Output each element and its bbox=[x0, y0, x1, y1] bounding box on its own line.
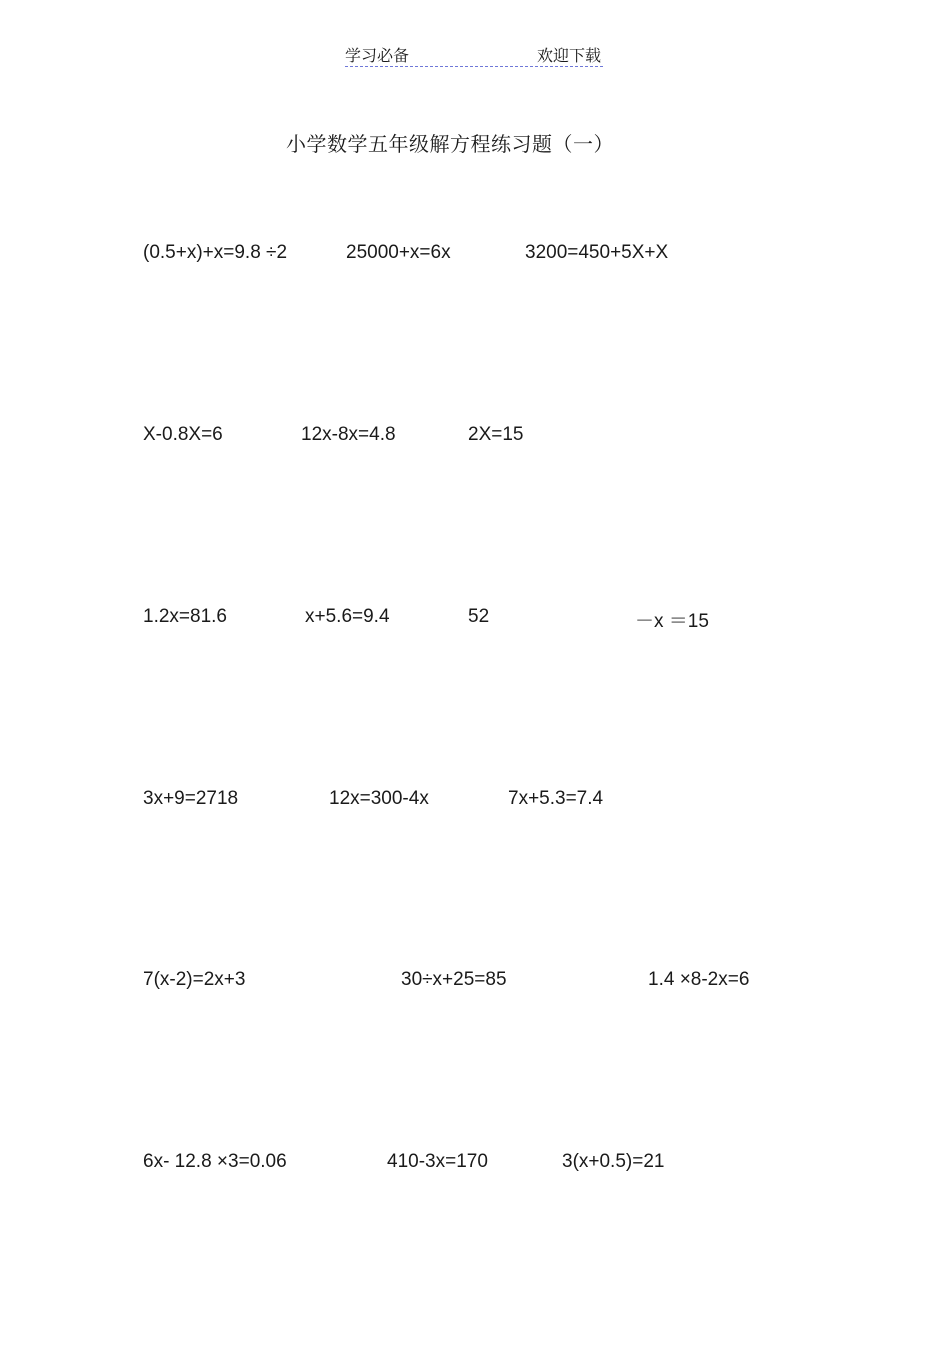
equation-row-6 bbox=[0, 1151, 950, 1175]
equation: 52 bbox=[468, 606, 490, 627]
equation-row-1 bbox=[0, 242, 950, 266]
equation-row-3 bbox=[0, 606, 950, 630]
equation: 3x+9=2718 bbox=[143, 788, 239, 809]
equation: 25000+x=6x bbox=[346, 242, 451, 263]
equation: 6x- 12.8 ×3=0.06 bbox=[143, 1151, 287, 1172]
equation: X-0.8X=6 bbox=[143, 424, 223, 445]
equation: (0.5+x)+x=9.8 ÷2 bbox=[143, 242, 288, 263]
equation: 1.4 ×8-2x=6 bbox=[648, 969, 750, 990]
header-left-text: 学习必备 bbox=[345, 46, 410, 65]
page-title bbox=[0, 128, 950, 157]
equation: 7x+5.3=7.4 bbox=[508, 788, 604, 809]
equation: －x ＝15 bbox=[635, 611, 709, 632]
equation-row-4 bbox=[0, 788, 950, 812]
equation: 3200=450+5X+X bbox=[525, 242, 669, 263]
equation: 3(x+0.5)=21 bbox=[562, 1151, 665, 1172]
equation: 7(x-2)=2x+3 bbox=[143, 969, 246, 990]
equation: 2X=15 bbox=[468, 424, 524, 445]
page-header bbox=[345, 42, 603, 67]
equation: 410-3x=170 bbox=[387, 1151, 488, 1172]
equation: 30÷x+25=85 bbox=[401, 969, 507, 990]
equation: 12x-8x=4.8 bbox=[301, 424, 396, 445]
header-right-text: 欢迎下载 bbox=[536, 46, 601, 65]
equation: 1.2x=81.6 bbox=[143, 606, 227, 627]
equation-row-5 bbox=[0, 969, 950, 993]
equation: x+5.6=9.4 bbox=[305, 606, 390, 627]
equation: 12x=300-4x bbox=[329, 788, 429, 809]
page-title-text: 小学数学五年级解方程练习题（一） bbox=[286, 132, 614, 156]
equation-row-2 bbox=[0, 424, 950, 448]
